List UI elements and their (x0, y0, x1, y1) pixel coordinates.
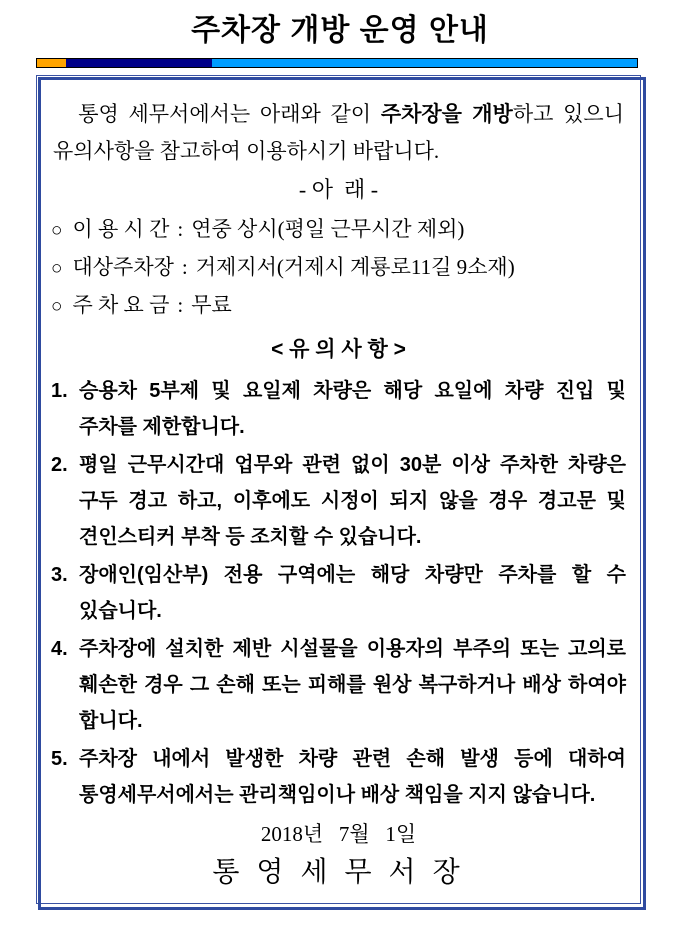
info-value: 무료 (191, 293, 232, 317)
document-date: 2018년 7월 1일 (260, 822, 417, 846)
divider-segment-navy (66, 59, 212, 67)
info-separator: : (181, 255, 188, 279)
caution-item-2 (51, 447, 626, 555)
item-number: 5. (51, 748, 68, 770)
circle-bullet-icon: ○ (51, 220, 63, 241)
page-title: 주차장 개방 운영 안내 (191, 14, 489, 47)
info-label: 이 용 시 간 (72, 217, 170, 241)
intro-paragraph (53, 96, 624, 169)
item-text: 장애인(임산부) 전용 구역에는 해당 차량만 주차를 할 수 있습니다. (79, 564, 626, 622)
item-text: 주차장에 설치한 제반 시설물을 이용자의 부주의 또는 고의로 훼손한 경우 그 손해 또는 피해를 원상 복구하거나 배상 하여야 합니다. (79, 638, 626, 732)
info-label: 주 차 요 금 (72, 293, 170, 317)
info-row-fee (51, 287, 626, 325)
caution-list (51, 373, 626, 813)
intro-text-post: 하고 있으니 유의사항을 참고하여 이용하시기 바랍니다. (53, 102, 624, 163)
item-text: 승용차 5부제 및 요일제 차량은 해당 요일에 차량 진입 및 주차를 제한합니다. (79, 380, 626, 438)
info-list (51, 211, 626, 325)
notice-border-box (36, 75, 641, 904)
info-separator: : (177, 217, 184, 241)
title-divider-bar (36, 58, 638, 68)
divider-segment-lightblue (212, 59, 637, 67)
caution-item-5 (51, 741, 626, 813)
divider-segment-orange (37, 59, 66, 67)
circle-bullet-icon: ○ (51, 296, 63, 317)
circle-bullet-icon: ○ (51, 258, 63, 279)
item-number: 4. (51, 638, 68, 660)
item-number: 2. (51, 454, 68, 476)
item-text: 평일 근무시간대 업무와 관련 없이 30분 이상 주차한 차량은 구두 경고 하고, 이후에도 시정이 되지 않을 경우 경고문 및 견인스티커 부착 등 조치할 수 있습니다. (79, 454, 626, 548)
caution-heading: < 유 의 사 항 > (271, 338, 406, 361)
caution-item-3 (51, 557, 626, 629)
info-row-hours (51, 211, 626, 249)
item-text: 주차장 내에서 발생한 차량 관련 손해 발생 등에 대하여 통영세무서에서는 관리책임이나 배상 책임을 지지 않습니다. (79, 748, 626, 806)
info-separator: : (177, 293, 184, 317)
below-label: - 아 래 - (298, 177, 379, 202)
info-row-location (51, 249, 626, 287)
caution-item-4 (51, 631, 626, 739)
intro-text-bold: 주차장을 개방 (380, 103, 513, 126)
info-value: 거제지서(거제시 계룡로11길 9소재) (195, 255, 515, 279)
item-number: 1. (51, 380, 68, 402)
signature-title: 통 영 세 무 서 장 (212, 857, 465, 888)
item-number: 3. (51, 564, 68, 586)
info-label: 대상주차장 (72, 255, 174, 279)
caution-item-1 (51, 373, 626, 445)
intro-text-pre: 통영 세무서에서는 아래와 같이 (78, 102, 381, 126)
info-value: 연중 상시(평일 근무시간 제외) (191, 217, 465, 241)
